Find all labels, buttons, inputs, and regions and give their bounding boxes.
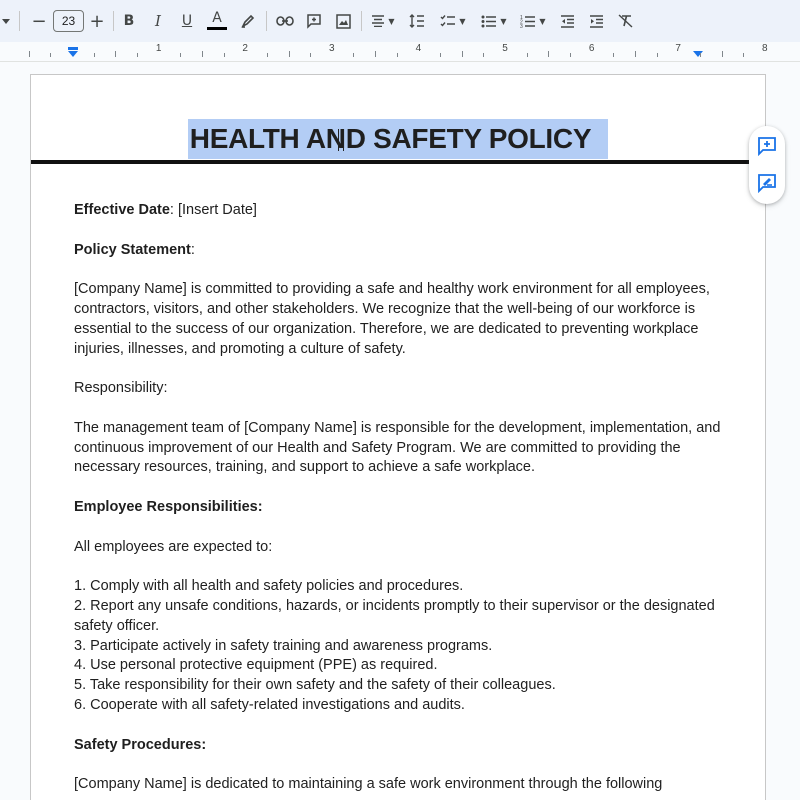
suggest-edit-icon[interactable] <box>756 172 778 194</box>
svg-text:3: 3 <box>520 24 524 28</box>
list-item: 1. Comply with all health and safety policies and procedures. <box>74 578 464 595</box>
effective-date-value: : [Insert Date] <box>169 202 257 218</box>
ruler-number: 8 <box>762 43 768 54</box>
ruler-tick <box>570 53 571 57</box>
insert-image-icon[interactable] <box>332 9 354 33</box>
title-container <box>31 119 765 159</box>
ruler-tick <box>202 51 203 57</box>
ruler-number: 6 <box>588 43 595 54</box>
checklist-icon[interactable]: ▼ <box>437 9 469 33</box>
text-color-swatch <box>207 27 227 30</box>
add-comment-icon[interactable] <box>303 9 325 33</box>
effective-date-label: Effective Date <box>74 202 170 218</box>
ruler-tick <box>527 53 528 57</box>
ruler-tick <box>375 51 376 57</box>
underline-button[interactable]: U <box>181 13 193 29</box>
list-item: 4. Use personal protective equipment (PPE) as required. <box>74 657 438 674</box>
responsibility-heading: Responsibility: <box>74 380 168 397</box>
highlight-pen-icon[interactable] <box>238 9 258 33</box>
svg-text:2: 2 <box>520 19 524 26</box>
ruler-tick <box>483 53 484 57</box>
ruler-number: 5 <box>502 43 508 54</box>
ruler-tick <box>548 51 549 57</box>
dropdown-caret-icon[interactable] <box>0 9 12 33</box>
formatting-toolbar <box>0 0 800 42</box>
policy-statement-heading <box>74 241 734 261</box>
add-comment-icon[interactable] <box>756 135 778 157</box>
toolbar-divider <box>266 11 267 31</box>
ruler-tick <box>310 53 311 57</box>
ruler-tick <box>722 51 723 57</box>
ruler-tick <box>462 51 463 57</box>
increase-font-size-button[interactable]: + <box>89 10 105 32</box>
ruler-tick <box>137 53 138 57</box>
decrease-font-size-button[interactable]: − <box>31 10 47 32</box>
employee-list <box>74 577 734 716</box>
ruler-number: 2 <box>242 43 248 54</box>
ruler-tick <box>613 53 614 57</box>
ruler-tick <box>224 53 225 57</box>
ruler-number: 4 <box>415 43 422 54</box>
safety-procedures-heading: Safety Procedures: <box>74 736 207 753</box>
align-icon[interactable]: ▼ <box>368 9 398 33</box>
title-underline-rule <box>31 160 751 164</box>
effective-date-line <box>74 201 734 221</box>
list-item: 5. Take responsibility for their own safety and the safety of their colleagues. <box>74 677 556 694</box>
title-text: HEALTH AND SAFETY POLICY <box>189 123 592 154</box>
ruler-tick <box>289 51 290 57</box>
numbered-list-icon[interactable]: 1 2 3 ▼ <box>520 15 546 28</box>
list-item: 2. Report any unsafe conditions, hazards, or incidents promptly to their supervisor or the designated safety officer. <box>74 597 715 634</box>
ruler-tick <box>29 51 30 57</box>
left-indent-marker[interactable] <box>68 51 78 57</box>
italic-button[interactable]: I <box>155 12 161 30</box>
employee-responsibilities-heading: Employee Responsibilities: <box>74 498 263 515</box>
font-size-input[interactable]: 23 <box>53 10 84 32</box>
safety-paragraph: [Company Name] is dedicated to maintaining a safe work environment through the following <box>74 776 663 793</box>
increase-indent-icon[interactable] <box>585 9 607 33</box>
ruler-tick <box>180 53 181 57</box>
link-icon[interactable] <box>274 9 296 33</box>
document-page[interactable] <box>30 74 766 800</box>
ruler-tick <box>115 51 116 57</box>
clear-formatting-icon[interactable] <box>614 9 636 33</box>
policy-statement-label: Policy Statement <box>74 241 191 258</box>
responsibility-paragraph: The management team of [Company Name] is responsible for the development, implementation, and continuous improvement of our Health and Safety Program. We are committed to providing the necessary resources, training, and support to achieve a safe workplace. <box>74 419 721 476</box>
ruler-tick <box>397 53 398 57</box>
ruler-number: 7 <box>675 43 681 54</box>
bulleted-list-icon[interactable]: ▼ <box>478 9 510 33</box>
ruler-tick <box>267 53 268 57</box>
ruler-number: 1 <box>155 43 162 54</box>
document-title[interactable] <box>188 119 608 159</box>
line-spacing-icon[interactable] <box>406 9 428 33</box>
svg-text:1: 1 <box>520 15 524 21</box>
text-cursor-icon <box>338 129 344 151</box>
list-item: 6. Cooperate with all safety-related investigations and audits. <box>74 696 465 713</box>
employee-intro: All employees are expected to: <box>74 538 273 555</box>
toolbar-divider <box>19 11 20 31</box>
ruler-number: 3 <box>329 43 335 54</box>
ruler-tick <box>94 53 95 57</box>
text-color-button[interactable]: A <box>212 10 222 26</box>
policy-statement-colon: : <box>190 241 195 258</box>
policy-paragraph: [Company Name] is committed to providing a safe and healthy work environment for all employees, contractors, visitors, and other stakeholders. We recognize that the well-being of our workforce is essential to the success of our organization. Therefore, we are dedicated to preventing workplace injuries, illnesses, and promoting a culture of safety. <box>74 281 710 357</box>
toolbar-divider <box>113 11 114 31</box>
ruler-tick <box>50 53 51 57</box>
ruler-tick <box>635 51 636 57</box>
decrease-indent-icon[interactable] <box>556 9 578 33</box>
ruler-tick <box>700 53 701 57</box>
ruler-tick <box>353 53 354 57</box>
right-indent-marker[interactable] <box>693 51 703 57</box>
horizontal-ruler[interactable] <box>0 42 800 62</box>
list-item: 3. Participate actively in safety training and awareness programs. <box>74 637 493 654</box>
ruler-tick <box>440 53 441 57</box>
toolbar-divider <box>361 11 362 31</box>
first-line-indent-marker[interactable] <box>68 47 78 50</box>
bold-button[interactable]: B <box>123 13 135 29</box>
side-action-panel <box>749 126 785 204</box>
ruler-tick <box>657 53 658 57</box>
document-body[interactable] <box>74 201 734 800</box>
ruler-tick <box>743 53 744 57</box>
